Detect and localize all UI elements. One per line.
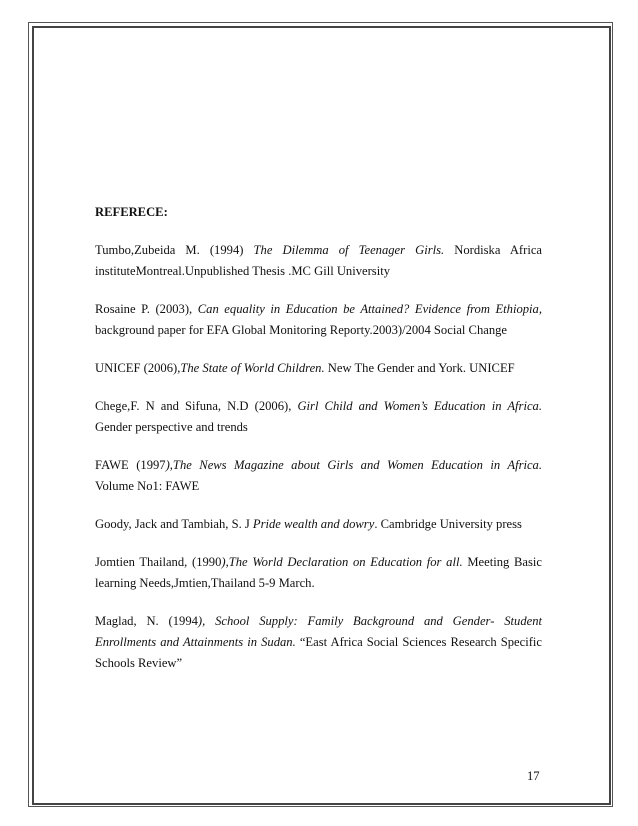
reference-line [95, 417, 542, 438]
reference-entry [95, 396, 542, 438]
reference-line [95, 552, 542, 573]
reference-title-text: Pride wealth and dowry [252, 517, 375, 531]
reference-text: New The Gender and York. UNICEF [324, 361, 515, 375]
reference-text: instituteMontreal.Unpublished Thesis .MC Gill University [95, 264, 391, 278]
reference-text: FAWE (1997 [95, 458, 166, 472]
reference-entry [95, 358, 542, 379]
reference-text: Schools Review” [95, 656, 183, 670]
reference-text: Goody, Jack and Tambiah, S. J [95, 517, 253, 531]
reference-title-text: Enrollments and Attainments in Sudan. [95, 635, 296, 649]
page-number: 17 [527, 769, 540, 783]
reference-entry [95, 299, 542, 341]
reference-entry [95, 552, 542, 594]
reference-text: UNICEF (2006), [95, 361, 181, 375]
reference-text: background paper for EFA Global Monitoring Reporty.2003)/2004 Social Change [95, 323, 508, 337]
reference-entry [95, 240, 542, 282]
reference-text: Volume No1: FAWE [95, 479, 200, 493]
reference-text: Tumbo,Zubeida M. (1994) [95, 243, 254, 257]
reference-text: Chege,F. N and Sifuna, N.D (2006), [95, 399, 298, 413]
reference-list [95, 240, 542, 674]
reference-entry [95, 514, 542, 535]
reference-text: learning Needs,Jmtien,Thailand 5-9 March. [95, 576, 315, 590]
reference-title-text: ), School Supply: Family Background and Gender- Student [197, 614, 542, 628]
reference-text: . Cambridge University press [374, 517, 522, 531]
reference-entry [95, 455, 542, 497]
reference-title-text: The Dilemma of Teenager Girls. [253, 243, 445, 257]
reference-line [95, 653, 542, 674]
reference-line [95, 573, 542, 594]
reference-line [95, 299, 542, 320]
reference-line [95, 611, 542, 632]
reference-text: Jomtien Thailand, (1990 [95, 555, 222, 569]
references-heading: REFERECE: [95, 205, 168, 219]
reference-text: Gender perspective and trends [95, 420, 248, 434]
reference-line [95, 514, 542, 535]
reference-line [95, 320, 542, 341]
reference-text: “East Africa Social Sciences Research Specific [295, 635, 542, 649]
reference-line [95, 358, 542, 379]
reference-title-text: ),The World Declaration on Education for all. [221, 555, 463, 569]
reference-title-text: ),The News Magazine about Girls and Women Education in Africa. [165, 458, 543, 472]
reference-title-text: The State of World Children. [180, 361, 325, 375]
reference-line [95, 632, 542, 653]
reference-entry [95, 611, 542, 674]
references-section [95, 202, 542, 691]
reference-line [95, 476, 542, 497]
reference-title-text: Can equality in Education be Attained? Evidence from Ethiopia, [197, 302, 542, 316]
reference-text: Maglad, N. (1994 [95, 614, 198, 628]
reference-text: Meeting Basic [462, 555, 543, 569]
reference-title-text: Girl Child and Women’s Education in Africa. [297, 399, 542, 413]
reference-line [95, 261, 542, 282]
reference-line [95, 396, 542, 417]
reference-text: Rosaine P. (2003), [95, 302, 198, 316]
reference-text: Nordiska Africa [444, 243, 542, 257]
reference-line [95, 455, 542, 476]
reference-line [95, 240, 542, 261]
